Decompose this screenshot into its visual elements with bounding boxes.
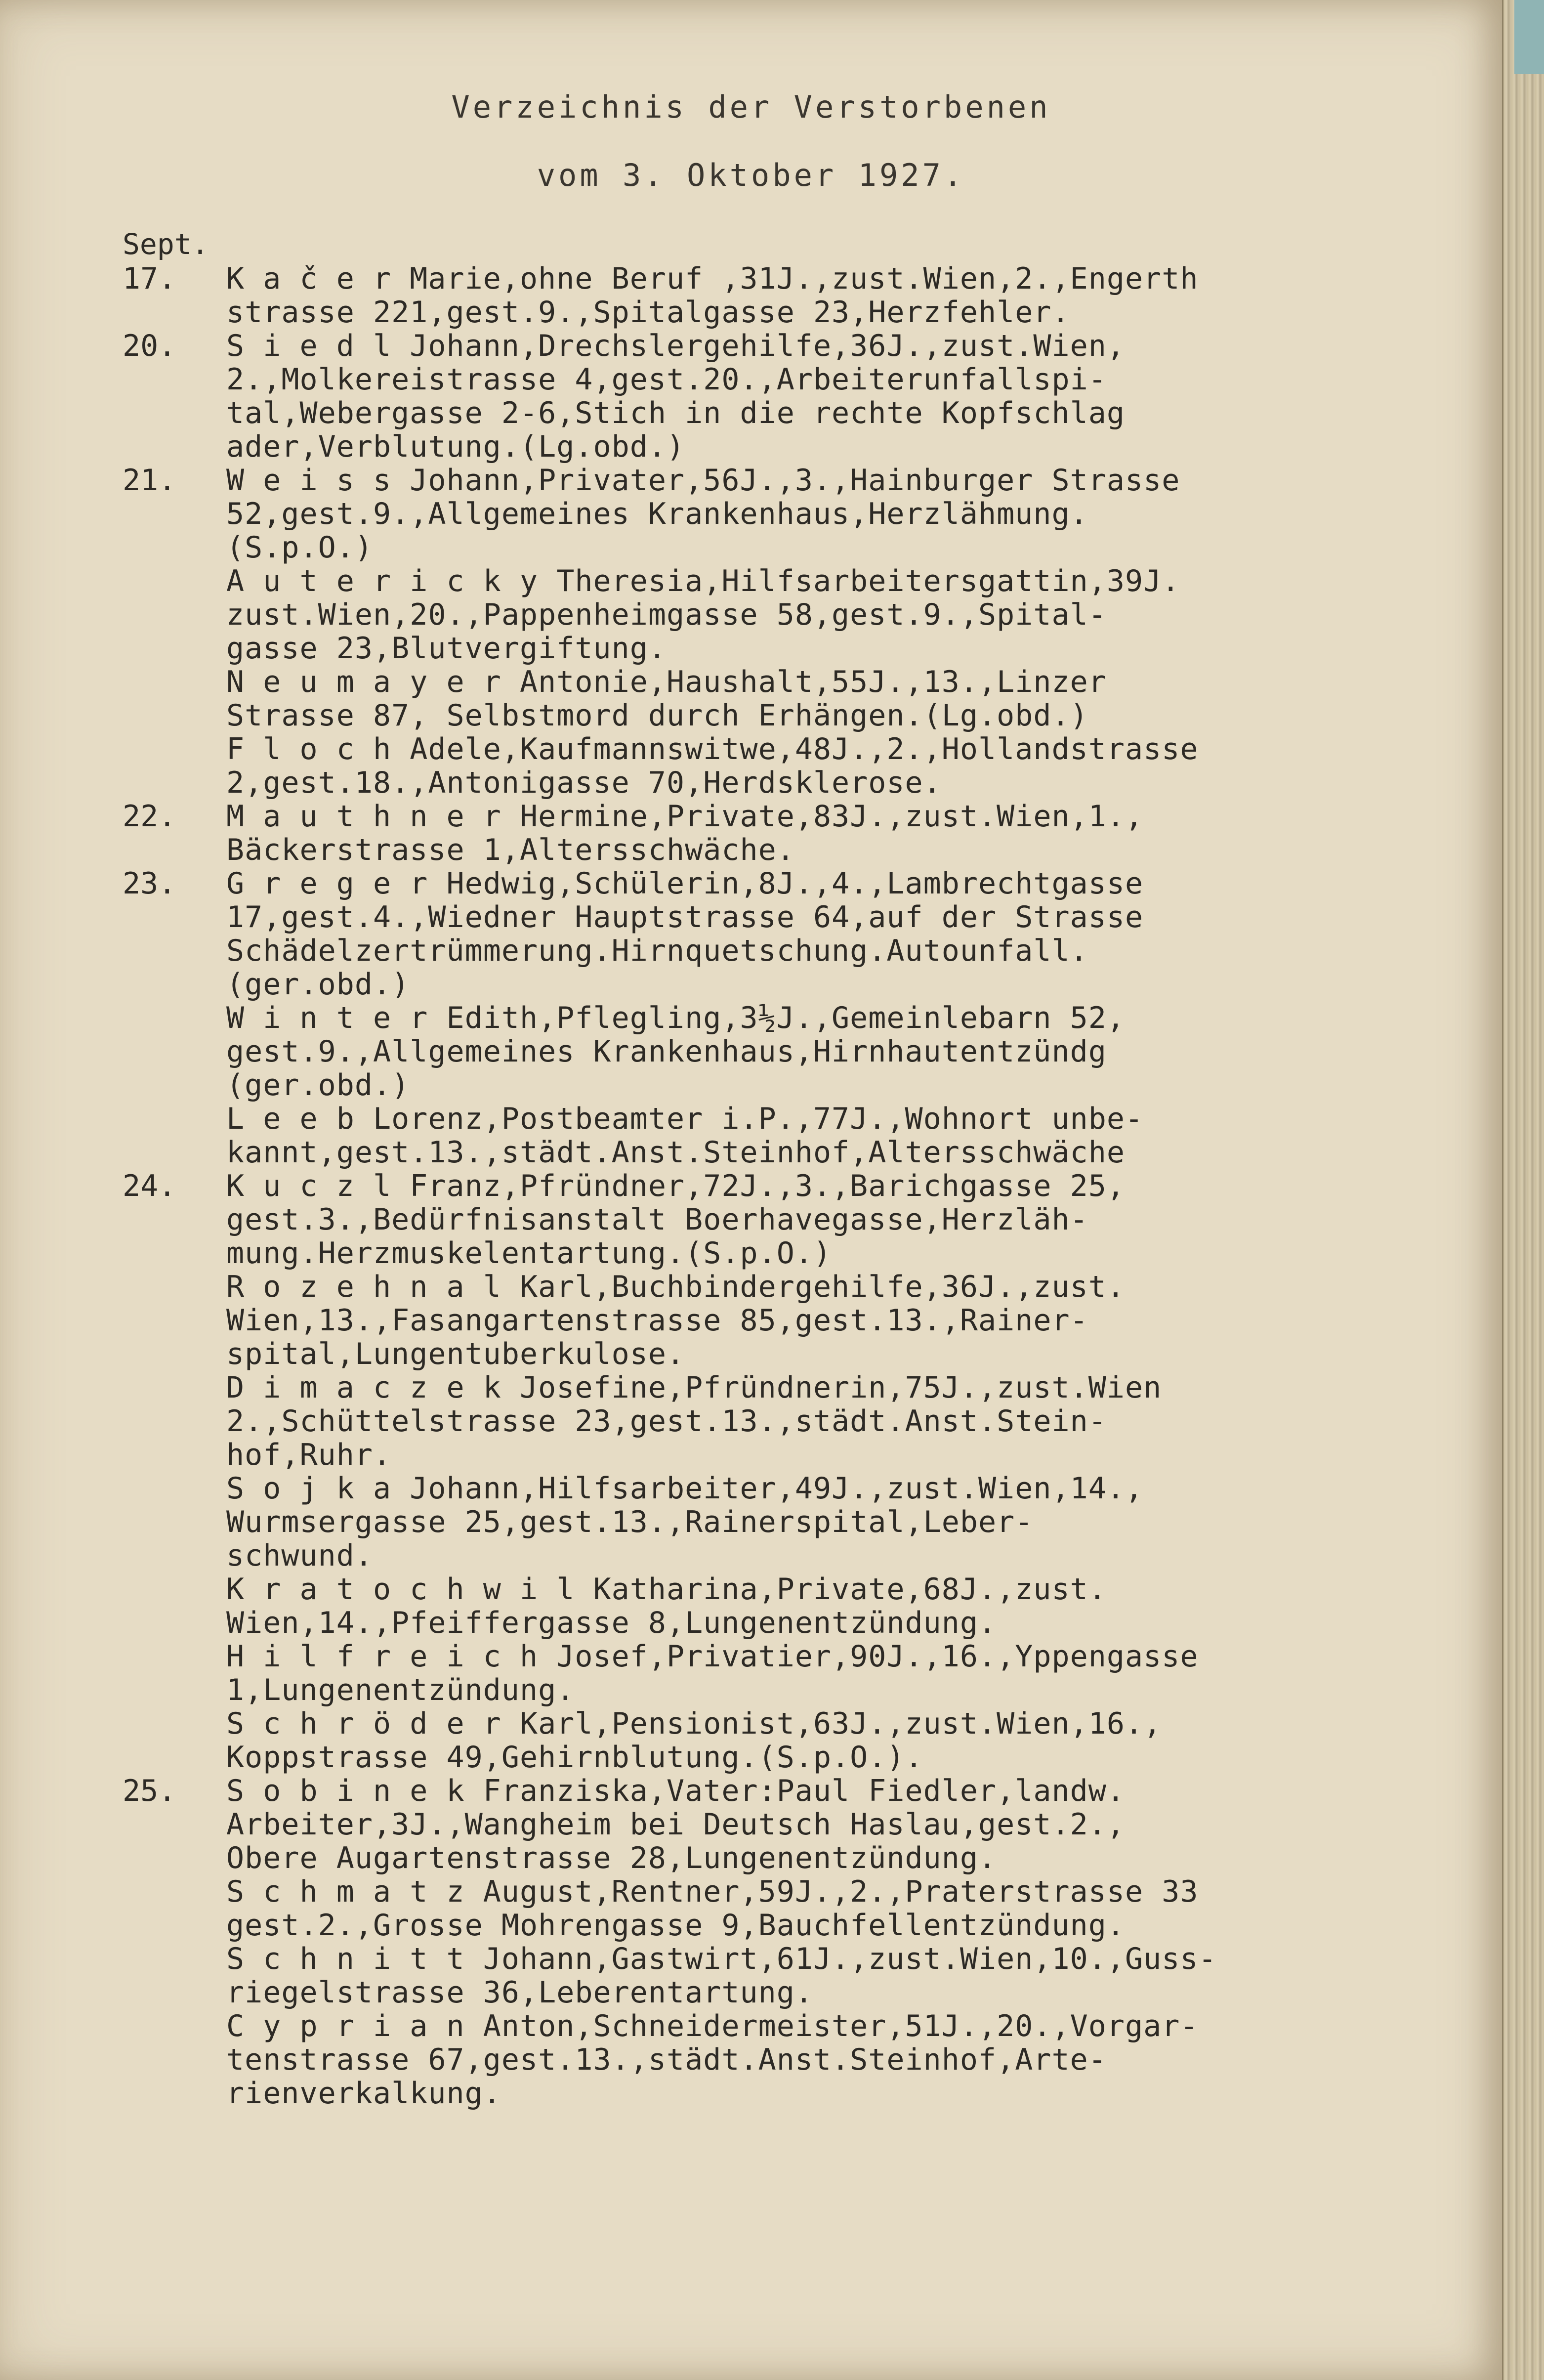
register-entry (123, 1572, 1437, 1640)
register-entry (123, 1001, 1437, 1102)
entry-text: S i e d l Johann,Drechslergehilfe,36J.,zust.Wien, 2.,Molkereistrasse 4,gest.20.,Arbeiterunfallspi- tal,Webergasse 2-6,Stich in die rechte Kopfschlag ader,Verblutung.(Lg.obd.) (226, 329, 1126, 464)
register-entry (123, 1371, 1437, 1472)
entry-text: S o b i n e k Franziska,Vater:Paul Fiedler,landw. Arbeiter,3J.,Wangheim bei Deutsch Haslau,gest.2., Obere Augartenstrasse 28,Lungenentzündung. (226, 1774, 1126, 1875)
register-entry (123, 1640, 1437, 1707)
entry-day (123, 564, 226, 665)
register-entry (123, 867, 1437, 1001)
register-entry (123, 1875, 1437, 1942)
entry-day (123, 1875, 226, 1942)
entry-text: M a u t h n e r Hermine,Private,83J.,zust.Wien,1., Bäckerstrasse 1,Altersschwäche. (226, 799, 1144, 867)
register-entry (123, 564, 1437, 665)
page-edge (1502, 0, 1544, 2380)
binding-tab (1514, 0, 1544, 74)
entry-text: S c h n i t t Johann,Gastwirt,61J.,zust.Wien,10.,Guss- riegelstrasse 36,Leberentartung. (226, 1942, 1217, 2010)
entry-day (123, 1942, 226, 2009)
document-date: vom 3. Oktober 1927. (537, 157, 965, 193)
death-register-list (123, 262, 1437, 2110)
register-entry (123, 1270, 1437, 1371)
entry-text: A u t e r i c k y Theresia,Hilfsarbeitersgattin,39J. zust.Wien,20.,Pappenheimgasse 58,gest.9.,Spital- gasse 23,Blutvergiftung. (226, 564, 1180, 666)
entry-text: C y p r i a n Anton,Schneidermeister,51J.,20.,Vorgar- tenstrasse 67,gest.13.,städt.Anst.Steinhof,Arte- rienverkalkung. (226, 2009, 1199, 2111)
register-entry (123, 1707, 1437, 1774)
entry-day: 24. (123, 1169, 176, 1203)
register-entry (123, 262, 1437, 329)
entry-text: W i n t e r Edith,Pflegling,3½J.,Gemeinlebarn 52, gest.9.,Allgemeines Krankenhaus,Hirnhautentzündg (ger.obd.) (226, 1001, 1126, 1103)
entry-day (123, 1371, 226, 1472)
register-entry (123, 329, 1437, 464)
entry-day: 21. (123, 463, 176, 498)
month-label: Sept. (123, 227, 209, 261)
register-entry (123, 1169, 1437, 1270)
entry-day (123, 1102, 226, 1169)
register-entry (123, 1102, 1437, 1169)
register-entry (123, 1942, 1437, 2009)
entry-text: S o j k a Johann,Hilfsarbeiter,49J.,zust.Wien,14., Wurmsergasse 25,gest.13.,Rainerspital,Leber- schwund. (226, 1471, 1144, 1573)
entry-text: F l o c h Adele,Kaufmannswitwe,48J.,2.,Hollandstrasse 2,gest.18.,Antonigasse 70,Herdsklerose. (226, 732, 1199, 800)
entry-text: K a č e r Marie,ohne Beruf ,31J.,zust.Wien,2.,Engerth strasse 221,gest.9.,Spitalgasse 23,Herzfehler. (226, 261, 1199, 330)
entry-day (123, 1707, 226, 1774)
entry-day: 17. (123, 261, 176, 296)
entry-day: 25. (123, 1774, 176, 1808)
entry-text: L e e b Lorenz,Postbeamter i.P.,77J.,Wohnort unbe- kannt,gest.13.,städt.Anst.Steinhof,Altersschwäche (226, 1102, 1144, 1170)
entry-day: 20. (123, 329, 176, 363)
entry-text: N e u m a y e r Antonie,Haushalt,55J.,13.,Linzer Strasse 87, Selbstmord durch Erhängen.(Lg.obd.) (226, 665, 1107, 733)
entry-text: H i l f r e i c h Josef,Privatier,90J.,16.,Yppengasse 1,Lungenentzündung. (226, 1639, 1199, 1707)
document-title: Verzeichnis der Verstorbenen (451, 89, 1051, 125)
entry-day (123, 665, 226, 732)
entry-day: 23. (123, 866, 176, 901)
entry-day (123, 1572, 226, 1640)
entry-text: K u c z l Franz,Pfründner,72J.,3.,Barichgasse 25, gest.3.,Bedürfnisanstalt Boerhavegasse,Herzläh- mung.Herzmuskelentartung.(S.p.O.) (226, 1169, 1126, 1271)
entry-day: 22. (123, 799, 176, 834)
entry-text: S c h r ö d e r Karl,Pensionist,63J.,zust.Wien,16., Koppstrasse 49,Gehirnblutung.(S.p.O.). (226, 1706, 1162, 1775)
entry-text: S c h m a t z August,Rentner,59J.,2.,Praterstrasse 33 gest.2.,Grosse Mohrengasse 9,Bauchfellentzündung. (226, 1874, 1199, 1943)
entry-day (123, 1001, 226, 1102)
register-entry (123, 800, 1437, 867)
entry-text: W e i s s Johann,Privater,56J.,3.,Hainburger Strasse 52,gest.9.,Allgemeines Krankenhaus,Herzlähmung. (S.p.O.) (226, 463, 1180, 565)
entry-day (123, 732, 226, 800)
entry-day (123, 1472, 226, 1572)
register-entry (123, 1774, 1437, 1875)
entry-day (123, 2009, 226, 2110)
entry-text: G r e g e r Hedwig,Schülerin,8J.,4.,Lambrechtgasse 17,gest.4.,Wiedner Hauptstrasse 64,auf der Strasse Schädelzertrümmerung.Hirnquetschung.Autounfall. (ger.obd.) (226, 866, 1144, 1002)
register-entry (123, 1472, 1437, 1572)
entry-text: K r a t o c h w i l Katharina,Private,68J.,zust. Wien,14.,Pfeiffergasse 8,Lungenentzündung. (226, 1572, 1107, 1640)
entry-text: R o z e h n a l Karl,Buchbindergehilfe,36J.,zust. Wien,13.,Fasangartenstrasse 85,gest.13.,Rainer- spital,Lungentuberkulose. (226, 1270, 1126, 1371)
register-entry (123, 464, 1437, 564)
register-entry (123, 665, 1437, 732)
register-entry (123, 732, 1437, 800)
register-entry (123, 2009, 1437, 2110)
entry-day (123, 1640, 226, 1707)
entry-text: D i m a c z e k Josefine,Pfründnerin,75J.,zust.Wien 2.,Schüttelstrasse 23,gest.13.,städt.Anst.Stein- hof,Ruhr. (226, 1370, 1162, 1472)
entry-day (123, 1270, 226, 1371)
